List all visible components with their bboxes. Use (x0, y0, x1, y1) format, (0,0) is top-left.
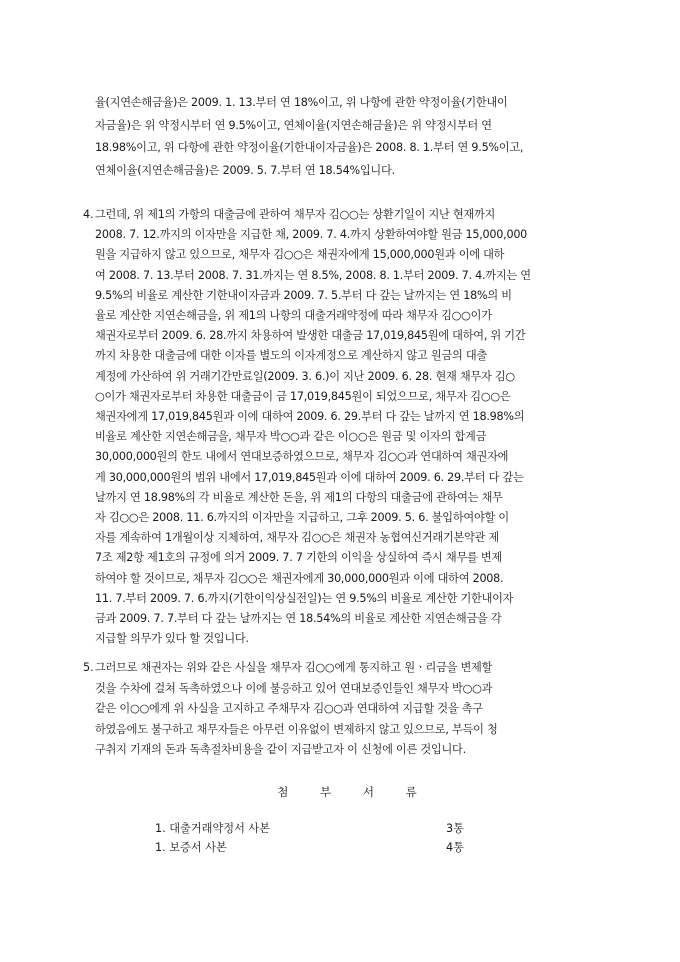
text-line: 자를 계속하여 1개월이상 지체하여, 채무자 김○○은 채권자 농협여신거래기본약관 제 (95, 531, 500, 545)
text-line: ○이가 채권자로부터 차용한 대출금이 금 17,019,845원이 되었으므로, 채무자 김○○은 (95, 389, 511, 403)
text-line: 게 30,000,000원의 범위 내에서 17,019,845원과 이에 대하여 2009. 6. 29.부터 다 갚는 (95, 470, 524, 484)
paragraph-number: 5. (83, 661, 94, 674)
text-line: 자 김○○은 2008. 11. 6.까지의 이자만을 지급하고, 그후 2009. 5. 6. 불입하여야할 이 (95, 511, 509, 524)
text-line: 하였음에도 불구하고 채무자들은 아무런 이유없이 변제하지 않고 있으므로, 부득이 청 (95, 722, 498, 736)
text-line: 9.5%의 비율로 계산한 기한내이자금과 2009. 7. 5.부터 다 갚는 날까지는 연 18%의 비 (95, 288, 512, 302)
attachment-item-count: 3통 (446, 822, 464, 835)
attachment-item-count: 4통 (446, 841, 464, 854)
text-line: 여 2008. 7. 13.부터 2008. 7. 31.까지는 연 8.5%, 2008. 8. 1.부터 2009. 7. 4.까지는 연 (95, 268, 531, 282)
text-line: 계정에 가산하여 위 거래기간만료일(2009. 3. 6.)이 지난 2009. 6. 28. 현재 채무자 김○ (95, 369, 515, 383)
text-line: 30,000,000원의 한도 내에서 연대보증하였으므로, 채무자 김○○과 연대하여 채권자에 (95, 450, 509, 464)
text-line: 비율로 계산한 지연손해금을, 채무자 박○○과 같은 이○○은 원금 및 이자의 합계금 (95, 430, 487, 444)
text-line: 18.98%이고, 위 다항에 관한 약정이율(기한내이자금율)은 2008. 8. 1.부터 연 9.5%이고, (95, 141, 524, 154)
text-line: 금과 2009. 7. 7.부터 다 갚는 날까지는 연 18.54%의 비율로 계산한 지연손해금을 각 (95, 612, 502, 625)
attachments-heading: 첨 부 서 류 (277, 785, 431, 799)
text-line: 까지 차용한 대출금에 대한 이자를 별도의 이자계정으로 계산하지 않고 원금의 대출 (95, 349, 488, 363)
text-line: 그러므로 채권자는 위와 같은 사실을 채무자 김○○에게 통지하고 원ㆍ리금을 변제할 (95, 661, 493, 674)
text-line: 2008. 7. 12.까지의 이자만을 지급한 채, 2009. 7. 4.까지 상환하여야할 원금 15,000,000 (95, 228, 528, 242)
text-line: 원을 지급하지 않고 있으므로, 채무자 김○○은 채권자에게 15,000,000원과 이에 대하 (95, 248, 505, 262)
text-line: 율로 계산한 지연손해금을, 위 제1의 나항의 대출거래약정에 따라 채무자 김○○이가 (95, 309, 492, 322)
text-line: 지급할 의무가 있다 할 것입니다. (95, 632, 249, 646)
text-line: 그런데, 위 제1의 가항의 대출금에 관하여 채무자 김○○는 상환기일이 지난 현재까지 (95, 208, 496, 221)
text-line: 것을 수차에 걸쳐 독촉하였으나 이에 불응하고 있어 연대보증인들인 채무자 박○○과 (95, 681, 493, 695)
text-line: 연체이율(지연손해금율)은 2009. 5. 7.부터 연 18.54%입니다. (95, 163, 395, 177)
attachment-item-label: 1. 대출거래약정서 사본 (155, 822, 271, 835)
text-line: 7조 제2항 제1호의 규정에 의거 2009. 7. 7 기한의 이익을 상실하여 즉시 채무를 변제 (95, 551, 503, 565)
text-line: 같은 이○○에게 위 사실을 고지하고 주채무자 김○○과 연대하여 지급할 것을 촉구 (95, 702, 483, 716)
paragraph-number: 4. (83, 208, 94, 221)
text-line: 채권자로부터 2009. 6. 28.까지 차용하여 발생한 대출금 17,019,845원에 대하여, 위 기간 (95, 329, 526, 343)
text-line: 자금율)은 위 약정시부터 연 9.5%이고, 연체이율(지연손해금율)은 위 약정시부터 연 (95, 118, 492, 132)
text-line: 구취지 기재의 돈과 독촉절차비용을 같이 지급받고자 이 신청에 이른 것입니다. (95, 743, 466, 757)
text-line: 11. 7.부터 2009. 7. 6.까지(기한이익상실전일)는 연 9.5%의 비율로 계산한 기한내이자 (95, 591, 514, 605)
text-line: 채권자에게 17,019,845원과 이에 대하여 2009. 6. 29.부터 다 갚는 날까지 연 18.98%의 (95, 410, 525, 423)
text-line: 율(지연손해금율)은 2009. 1. 13.부터 연 18%이고, 위 나항에 관한 약정이율(기한내이 (95, 96, 508, 109)
attachment-item-label: 1. 보증서 사본 (155, 841, 227, 854)
text-line: 하여야 할 것이므로, 채무자 김○○은 채권자에게 30,000,000원과 이에 대하여 2008. (95, 571, 504, 585)
text-line: 날까지 연 18.98%의 각 비율로 계산한 돈을, 위 제1의 다항의 대출금에 관하여는 채무 (95, 490, 503, 504)
